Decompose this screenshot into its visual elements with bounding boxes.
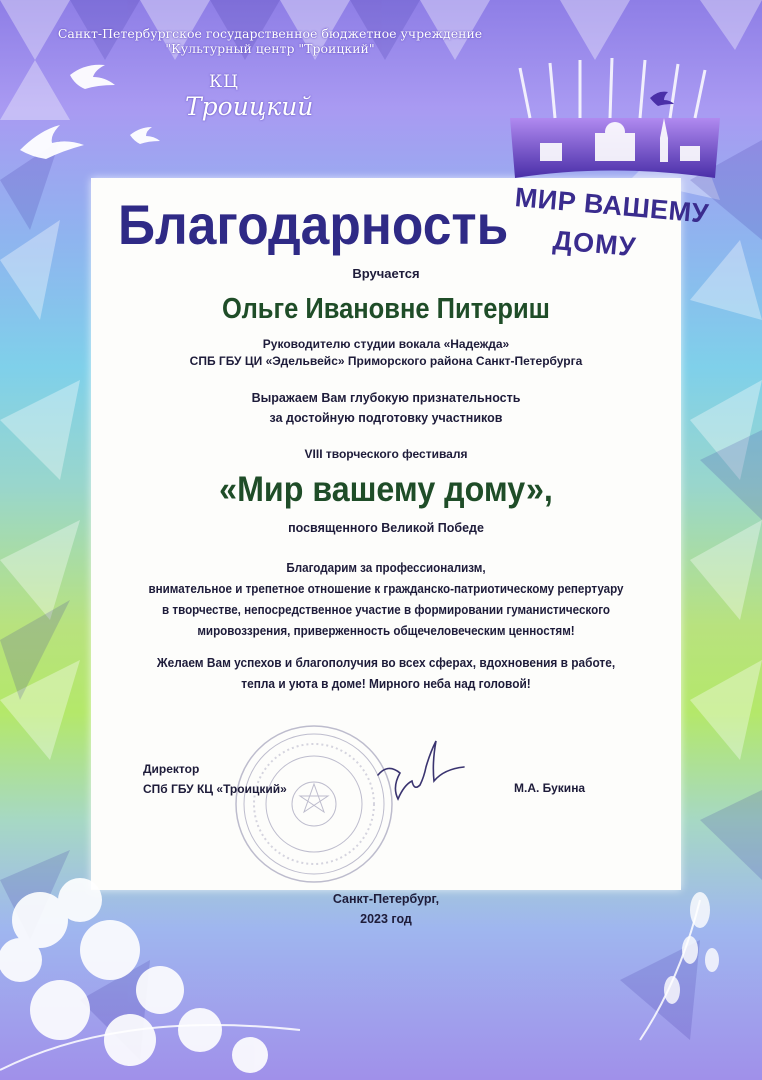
- festival-dedication: посвященного Великой Победе: [288, 521, 484, 535]
- flowers-decoration: [0, 840, 762, 1080]
- thanks-line-1: Благодарим за профессионализм,: [286, 561, 486, 575]
- director-title: [143, 759, 287, 799]
- signer-name: М.А. Букина: [514, 781, 586, 795]
- header-line-2: "Культурный центр "Троицкий": [165, 41, 375, 56]
- footer-city: Санкт-Петербург,: [332, 892, 440, 906]
- director-organization: СПб ГБУ КЦ «Троицкий»: [143, 782, 287, 796]
- emblem-text-line-2: ДОМУ: [551, 225, 638, 263]
- thanks-line-3: в творчестве, непосредственное участие в формировании гуманистического: [162, 603, 610, 617]
- director-position: Директор: [143, 762, 200, 776]
- footer-year: 2023 год: [360, 912, 412, 926]
- recipient-name: Ольге Ивановне Питериш: [222, 293, 550, 325]
- wish-text: [106, 653, 667, 695]
- gratitude-text: [91, 388, 681, 428]
- logo-name: Троицкий: [185, 92, 314, 121]
- handed-label: Вручается: [352, 266, 420, 281]
- gratitude-line-2: за достойную подготовку участников: [269, 411, 503, 425]
- doves-decoration: [0, 40, 200, 190]
- role-line-2: СПБ ГБУ ЦИ «Эдельвейс» Приморского района Санкт-Петербурга: [189, 354, 583, 368]
- thanks-text: [112, 558, 661, 642]
- logo-abbr: КЦ: [209, 72, 239, 92]
- emblem-text-line-1: МИР ВАШЕМУ: [513, 182, 711, 229]
- recipient-role: [91, 336, 681, 370]
- header-line-1: Санкт-Петербургское государственное бюджетное учреждение: [57, 26, 483, 41]
- thanks-line-4: мировоззрения, приверженность общечеловеческим ценностям!: [197, 624, 575, 638]
- wish-line-1: Желаем Вам успехов и благополучия во всех сферах, вдохновения в работе,: [156, 656, 616, 670]
- certificate-title: Благодарность: [118, 193, 509, 256]
- director-signature: [370, 735, 470, 805]
- thanks-line-2: внимательное и трепетное отношение к гражданско-патриотическому репертуару: [148, 582, 624, 596]
- festival-number: VIII творческого фестиваля: [304, 447, 468, 461]
- role-line-1: Руководителю студии вокала «Надежда»: [262, 337, 510, 351]
- festival-name: «Мир вашему дому»,: [219, 470, 553, 509]
- gratitude-line-1: Выражаем Вам глубокую признательность: [251, 391, 521, 405]
- wish-line-2: тепла и уюта в доме! Мирного неба над головой!: [241, 677, 531, 691]
- organization-header: [0, 26, 540, 56]
